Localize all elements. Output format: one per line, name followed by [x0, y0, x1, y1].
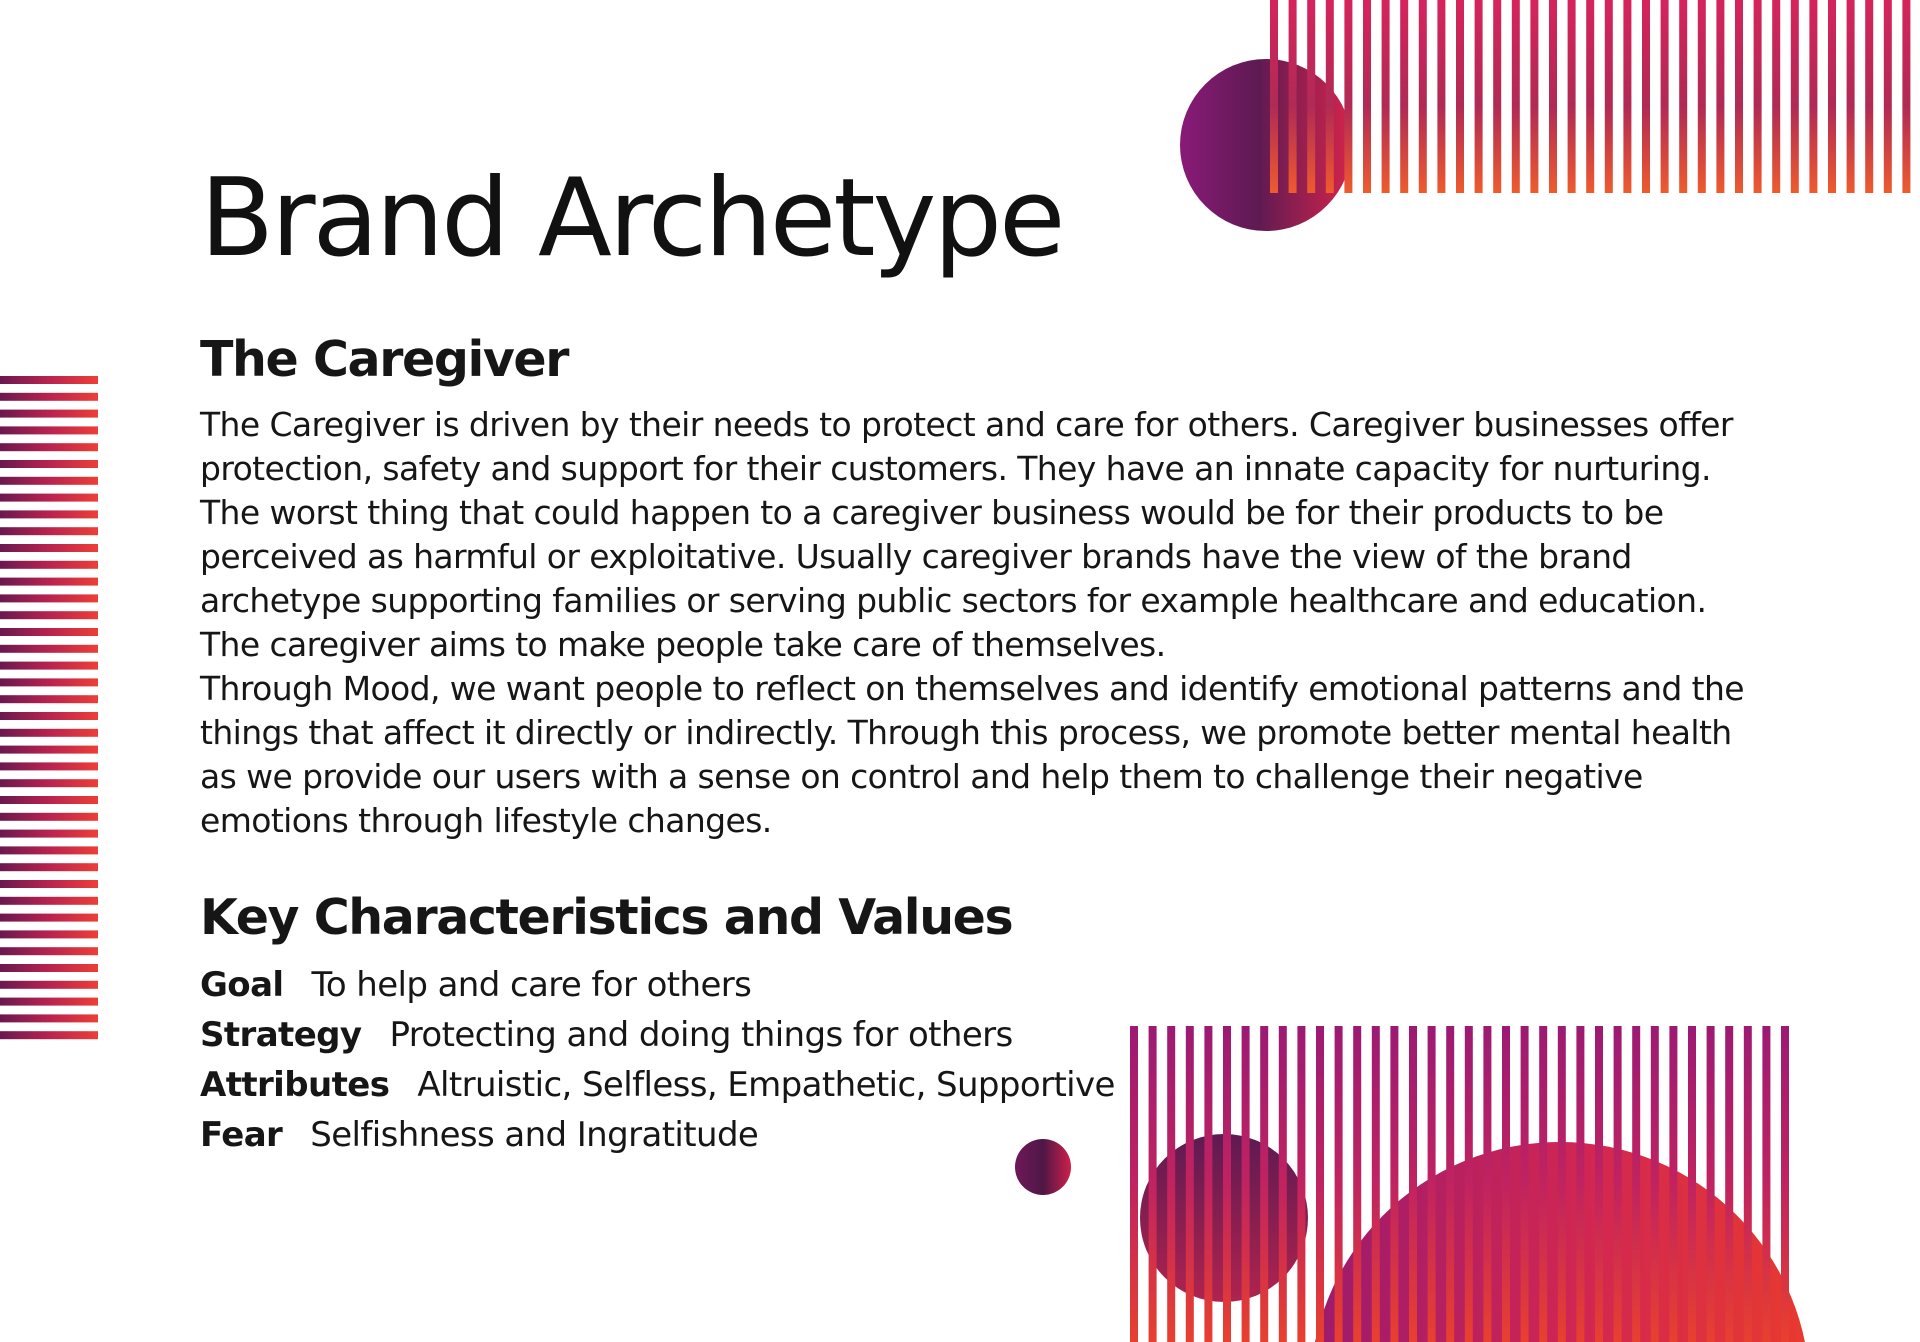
bottom-stripe	[1707, 1026, 1715, 1342]
top-stripe	[1847, 0, 1855, 193]
bottom-stripe	[1762, 1026, 1770, 1342]
description-paragraph: The Caregiver is driven by their needs to protect and care for others. Caregiver businesses offer protection, safety and support for their customers. They have an innate capacity for nurturing. The worst thing that could happen to a caregiver business would be for their products to be perceived as harmful or exploitative. Usually caregiver brands have the view of the brand archetype supporting families or serving public sectors for example healthcare and education. The caregiver aims to make people take care of themselves.	[200, 405, 1733, 664]
left-stripe	[0, 779, 98, 787]
left-stripe	[0, 695, 98, 703]
characteristic-term: Goal	[200, 965, 284, 1005]
bottom-stripe	[1744, 1026, 1752, 1342]
bottom-stripe	[1167, 1026, 1175, 1342]
top-stripe	[1679, 0, 1687, 193]
left-stripe	[0, 746, 98, 754]
top-right-decoration	[1180, 0, 1920, 240]
left-stripe	[0, 830, 98, 838]
bottom-stripe	[1521, 1026, 1529, 1342]
top-stripe	[1568, 0, 1576, 193]
bottom-stripe	[1576, 1026, 1584, 1342]
top-stripe	[1400, 0, 1408, 193]
bottom-stripe	[1725, 1026, 1733, 1342]
top-stripe	[1698, 0, 1706, 193]
left-stripe	[0, 1014, 98, 1022]
bottom-stripe	[1669, 1026, 1677, 1342]
characteristic-item-goal	[200, 960, 1115, 1010]
bottom-stripe	[1335, 1026, 1343, 1342]
description-paragraph: Through Mood, we want people to reflect on themselves and identify emotional patterns and the things that affect it directly or indirectly. Through this process, we promote better mental health as we provide our users with a sense on control and help them to challenge their negative emotions through lifestyle changes.	[200, 669, 1745, 840]
left-stripe	[0, 494, 98, 502]
bottom-stripe	[1372, 1026, 1380, 1342]
top-stripe	[1344, 0, 1352, 193]
bottom-stripe	[1688, 1026, 1696, 1342]
left-stripe	[0, 880, 98, 888]
left-stripe	[0, 678, 98, 686]
characteristic-value: To help and care for others	[311, 965, 752, 1005]
bottom-stripe	[1297, 1026, 1305, 1342]
top-stripe	[1493, 0, 1501, 193]
left-stripe	[0, 426, 98, 434]
bottom-stripe	[1186, 1026, 1194, 1342]
left-stripe	[0, 914, 98, 922]
top-stripe	[1605, 0, 1613, 193]
page-title: Brand Archetype	[200, 156, 1063, 281]
top-stripe	[1902, 0, 1910, 193]
bottom-stripe	[1446, 1026, 1454, 1342]
bottom-stripe	[1651, 1026, 1659, 1342]
bottom-stripe	[1781, 1026, 1789, 1342]
top-stripe	[1307, 0, 1315, 193]
top-stripe	[1326, 0, 1334, 193]
left-stripe	[0, 964, 98, 972]
archetype-description	[200, 403, 1760, 843]
top-stripe	[1642, 0, 1650, 193]
characteristic-term: Attributes	[200, 1065, 390, 1105]
bottom-stripe	[1502, 1026, 1510, 1342]
bottom-stripe	[1428, 1026, 1436, 1342]
bottom-stripe	[1558, 1026, 1566, 1342]
left-stripe	[0, 897, 98, 905]
archetype-heading: The Caregiver	[200, 331, 569, 388]
left-stripe	[0, 762, 98, 770]
left-stripe	[0, 662, 98, 670]
top-stripe	[1512, 0, 1520, 193]
top-stripe	[1475, 0, 1483, 193]
top-stripe	[1419, 0, 1427, 193]
top-stripe	[1437, 0, 1445, 193]
bottom-stripe	[1465, 1026, 1473, 1342]
top-stripe	[1623, 0, 1631, 193]
top-stripe	[1865, 0, 1873, 193]
top-stripe	[1791, 0, 1799, 193]
bottom-stripe	[1390, 1026, 1398, 1342]
left-stripe	[0, 460, 98, 468]
characteristic-item-strategy	[200, 1010, 1115, 1060]
bottom-stripe	[1614, 1026, 1622, 1342]
top-stripe	[1828, 0, 1836, 193]
top-stripe	[1382, 0, 1390, 193]
bottom-stripe	[1223, 1026, 1231, 1342]
top-stripe	[1809, 0, 1817, 193]
left-stripe	[0, 376, 98, 384]
top-stripe	[1549, 0, 1557, 193]
bottom-stripe	[1204, 1026, 1212, 1342]
bottom-stripe	[1242, 1026, 1250, 1342]
left-stripe	[0, 1031, 98, 1039]
bottom-stripe	[1149, 1026, 1157, 1342]
top-stripe	[1456, 0, 1464, 193]
left-stripe	[0, 729, 98, 737]
bottom-stripe	[1409, 1026, 1417, 1342]
top-stripe	[1270, 0, 1278, 193]
left-stripe	[0, 863, 98, 871]
bottom-stripe	[1130, 1026, 1138, 1342]
top-stripe	[1772, 0, 1780, 193]
bottom-stripe	[1353, 1026, 1361, 1342]
top-stripe	[1716, 0, 1724, 193]
left-stripes	[0, 376, 98, 1039]
left-stripe	[0, 611, 98, 619]
left-stripe	[0, 981, 98, 989]
top-stripe	[1661, 0, 1669, 193]
left-stripe	[0, 510, 98, 518]
left-stripe	[0, 561, 98, 569]
top-stripe	[1530, 0, 1538, 193]
top-stripe	[1754, 0, 1762, 193]
left-stripe	[0, 813, 98, 821]
left-stripe	[0, 594, 98, 602]
bottom-stripe	[1316, 1026, 1324, 1342]
top-stripe	[1884, 0, 1892, 193]
left-stripe	[0, 578, 98, 586]
left-stripe	[0, 998, 98, 1006]
left-stripe	[0, 410, 98, 418]
bottom-stripe	[1260, 1026, 1268, 1342]
characteristic-item-fear	[200, 1110, 1115, 1160]
left-stripe	[0, 930, 98, 938]
bottom-stripe	[1539, 1026, 1547, 1342]
left-stripe	[0, 628, 98, 636]
top-stripes	[1270, 0, 1920, 193]
left-stripe	[0, 846, 98, 854]
characteristics-heading: Key Characteristics and Values	[200, 889, 1013, 946]
top-stripe	[1289, 0, 1297, 193]
left-stripe	[0, 527, 98, 535]
left-stripe	[0, 544, 98, 552]
left-stripe	[0, 796, 98, 804]
characteristic-item-attributes	[200, 1060, 1115, 1110]
bottom-stripe	[1483, 1026, 1491, 1342]
left-stripe	[0, 477, 98, 485]
top-stripe	[1735, 0, 1743, 193]
characteristic-value: Altruistic, Selfless, Empathetic, Supportive	[417, 1065, 1115, 1105]
characteristics-list	[200, 960, 1115, 1160]
left-stripe	[0, 947, 98, 955]
bottom-right-decoration	[1130, 1026, 1920, 1342]
left-edge-decoration	[0, 376, 100, 1048]
bottom-stripe	[1595, 1026, 1603, 1342]
characteristic-term: Fear	[200, 1115, 283, 1155]
left-stripe	[0, 712, 98, 720]
left-stripe	[0, 645, 98, 653]
characteristic-term: Strategy	[200, 1015, 362, 1055]
characteristic-value: Selfishness and Ingratitude	[310, 1115, 759, 1155]
top-stripe	[1363, 0, 1371, 193]
top-stripe	[1586, 0, 1594, 193]
left-stripe	[0, 393, 98, 401]
bottom-stripe	[1279, 1026, 1287, 1342]
characteristic-value: Protecting and doing things for others	[389, 1015, 1013, 1055]
left-stripe	[0, 443, 98, 451]
bottom-stripe	[1632, 1026, 1640, 1342]
